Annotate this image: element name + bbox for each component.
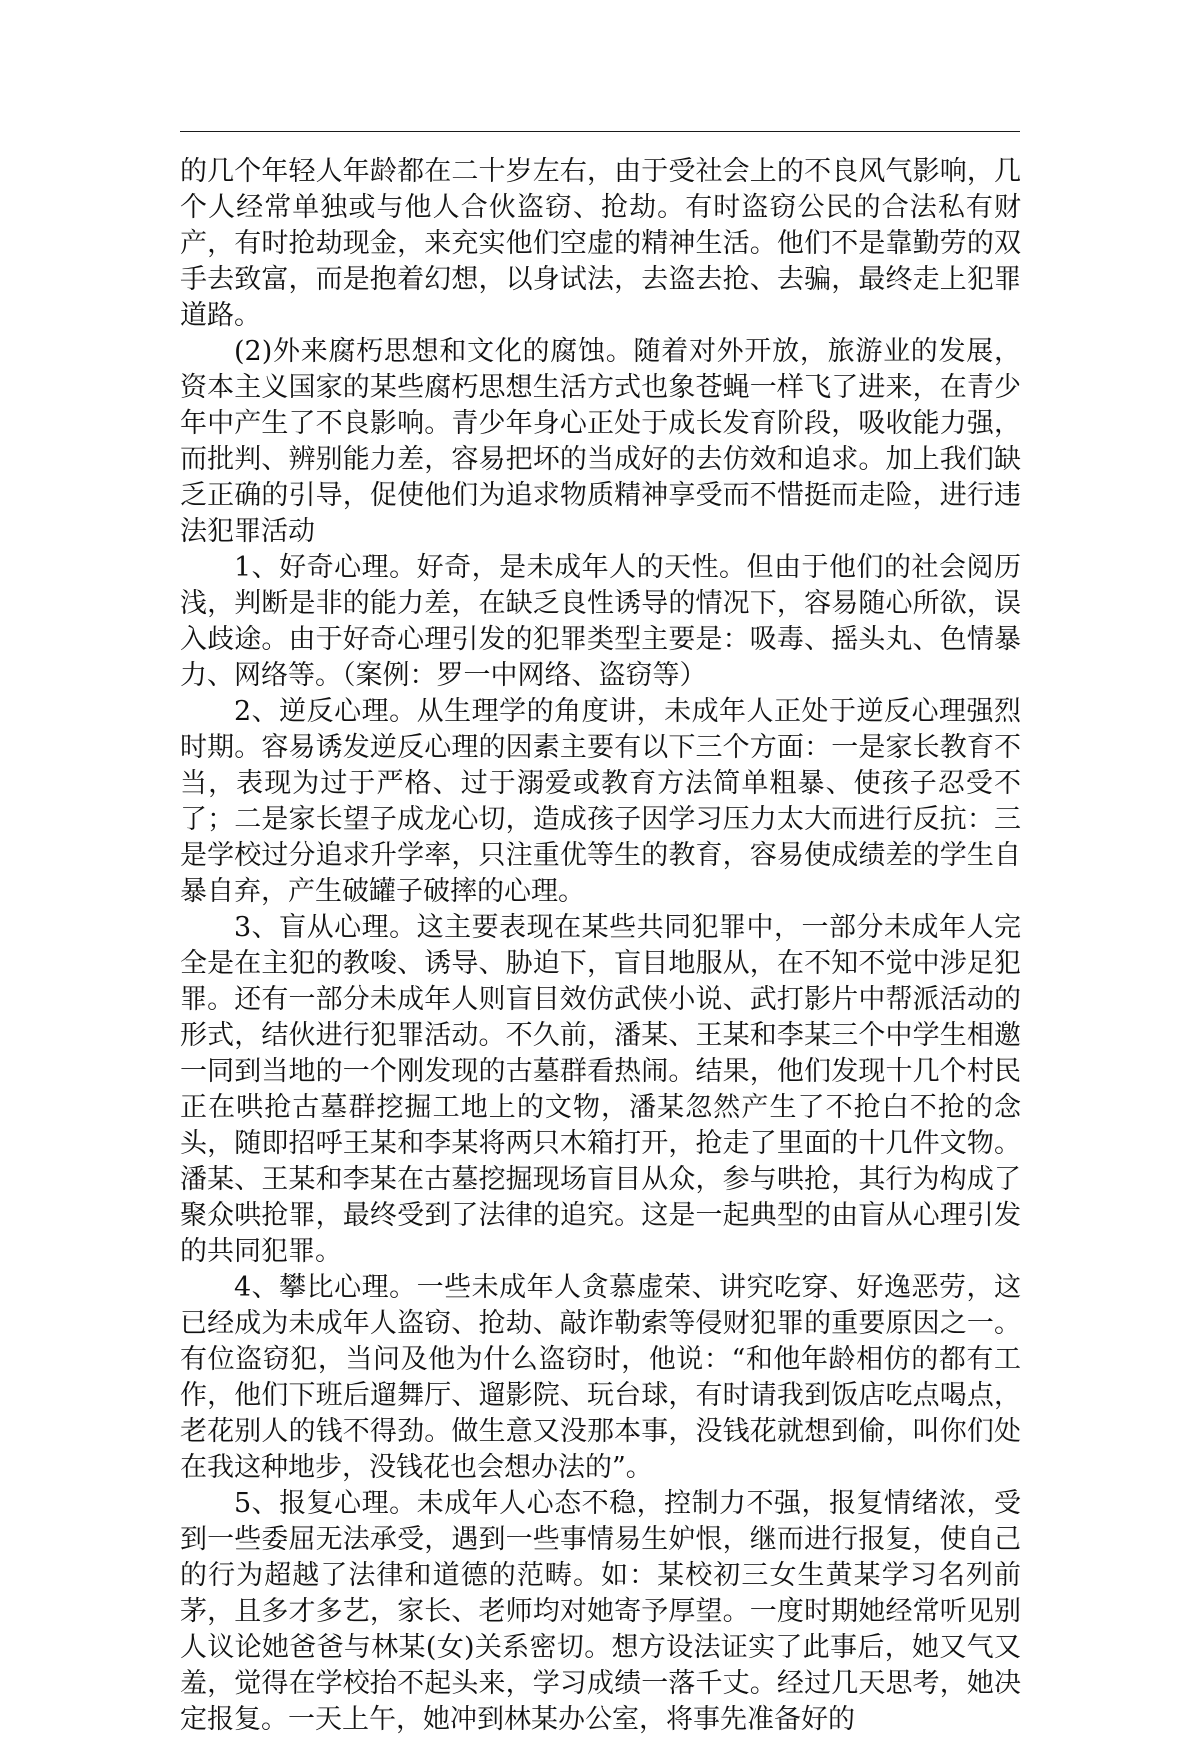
paragraph-foreign-influence: (2)外来腐朽思想和文化的腐蚀。随着对外开放，旅游业的发展，资本主义国家的某些腐朽思想生活方式也象苍蝇一样飞了进来，在青少年中产生了不良影响。青少年身心正处于成长发育阶段，吸收能力强，而批判、辨别能力差，容易把坏的当成好的去仿效和追求。加上我们缺乏正确的引导，促使他们为追求物质精神享受而不惜挺而走险，进行违法犯罪活动 xyxy=(180,336,1021,547)
paragraph-conformity: 3、盲从心理。这主要表现在某些共同犯罪中，一部分未成年人完全是在主犯的教唆、诱导、胁迫下，盲目地服从，在不知不觉中涉足犯罪。还有一部分未成年人则盲目效仿武侠小说、武打影片中帮派活动的形式，结伙进行犯罪活动。不久前，潘某、王某和李某三个中学生相邀一同到当地的一个刚发现的古墓群看热闹。结果，他们发现十几个村民正在哄抢古墓群挖掘工地上的文物，潘某忽然产生了不抢白不抢的念头，随即招呼王某和李某将两只木箱打开，抢走了里面的十几件文物。潘某、王某和李某在古墓挖掘现场盲目从众，参与哄抢，其行为构成了聚众哄抢罪，最终受到了法律的追究。这是一起典型的由盲从心理引发的共同犯罪。 xyxy=(180,912,1021,1267)
document-body xyxy=(180,154,1021,1738)
paragraph-comparison: 4、攀比心理。一些未成年人贪慕虚荣、讲究吃穿、好逸恶劳，这已经成为未成年人盗窃、抢劫、敲诈勒索等侵财犯罪的重要原因之一。有位盗窃犯，当问及他为什么盗窃时，他说：“和他年龄相仿的都有工作，他们下班后遛舞厅、遛影院、玩台球，有时请我到饭店吃点喝点，老花别人的钱不得劲。做生意又没那本事，没钱花就想到偷，叫你们处在我这种地步，没钱花也会想办法的”。 xyxy=(180,1272,1021,1483)
paragraph-continued: 的几个年轻人年龄都在二十岁左右，由于受社会上的不良风气影响，几个人经常单独或与他人合伙盗窃、抢劫。有时盗窃公民的合法私有财产，有时抢劫现金，来充实他们空虚的精神生活。他们不是靠勤劳的双手去致富，而是抱着幻想，以身试法，去盗去抢、去骗，最终走上犯罪道路。 xyxy=(180,156,1021,331)
paragraph-rebellion: 2、逆反心理。从生理学的角度讲，未成年人正处于逆反心理强烈时期。容易诱发逆反心理的因素主要有以下三个方面：一是家长教育不当，表现为过于严格、过于溺爱或教育方法简单粗暴、使孩子忍受不了；二是家长望子成龙心切，造成孩子因学习压力太大而进行反抗：三是学校过分追求升学率，只注重优等生的教育，容易使成绩差的学生自暴自弃，产生破罐子破摔的心理。 xyxy=(180,696,1021,907)
paragraph-curiosity: 1、好奇心理。好奇，是未成年人的天性。但由于他们的社会阅历浅，判断是非的能力差，在缺乏良性诱导的情况下，容易随心所欲，误入歧途。由于好奇心理引发的犯罪类型主要是：吸毒、摇头丸、色情暴力、网络等。（案例：罗一中网络、盗窃等） xyxy=(180,552,1021,691)
paragraph-revenge: 5、报复心理。未成年人心态不稳，控制力不强，报复情绪浓，受到一些委屈无法承受，遇到一些事情易生妒恨，继而进行报复，使自己的行为超越了法律和道德的范畴。如：某校初三女生黄某学习名列前茅，且多才多艺，家长、老师均对她寄予厚望。一度时期她经常听见别人议论她爸爸与林某(女)关系密切。想方设法证实了此事后，她又气又羞，觉得在学校抬不起头来，学习成绩一落千丈。经过几天思考，她决定报复。一天上午，她冲到林某办公室，将事先准备好的 xyxy=(180,1488,1021,1735)
header-rule xyxy=(180,131,1020,132)
